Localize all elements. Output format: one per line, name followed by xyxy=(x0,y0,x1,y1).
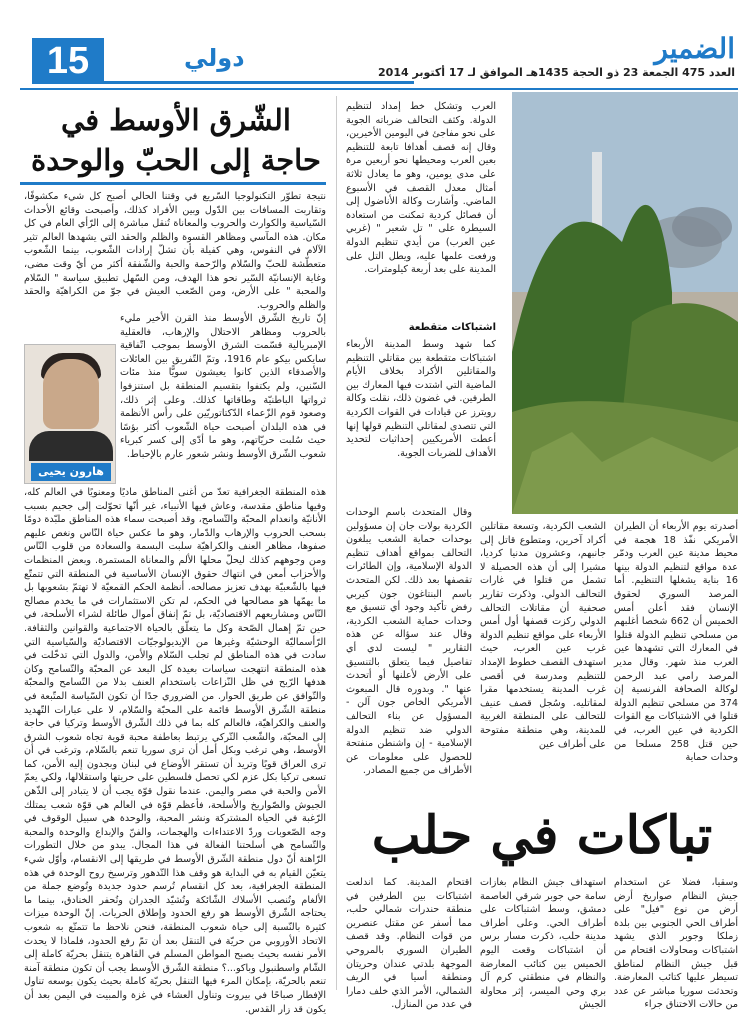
dateline: العدد 475 الجمعة 23 ذو الحجة 1435هـ الموافق لـ 17 أكتوبر 2014 xyxy=(378,66,735,79)
page-number: 15 xyxy=(32,38,104,84)
section-label: دولي xyxy=(184,44,245,72)
author-photo xyxy=(24,344,116,484)
opinion-paragraph-1: نتيجة تطوّر التكنولوجيا السّريع في وقتنا الحالي أصبح كل شيء مكشوفًا، وتقاربت المسافات بين الدّول وبين الأفراد كذلك، وأصبحت وقائع الأحداث السّياسية والكوارث والحروب والمعاناة تُنقل مباشرة إلى الرّأي العام في كل مكان. هذه المآسي ومظاهر القسوة والظلم والحقد التي يشهدها العالم تثير الآلام في النفوس، وهي كفيلة بأن تشلّ إرادات الشّعوب، بينما الشّعوب متعطّشة للحبّ والسّلام والرّحمة والحبة والشّفقة أكثر من أيّ وقت مضى، وغاية الإنسانيّة السّير نحو هذا الهدف، ومن السّهل تطبيق سياسة " السّلام والمحبة " على الأرض، ومن الصّعب العيش في جوّ من الكراهيّة والحقد والظلم والحروب. xyxy=(24,191,326,311)
news-column-c: وقال المتحدث باسم الوحدات الكردية بولات جان إن مسؤولين بوحدات حماية الشعب يبلغون التحالف بمواقع أهداف تنظيم الدولة الإسلامية، وإن الطائرات تقصفها بعد ذلك. لكن المتحدث باسم البنتاغون جون كيربي رفض تأكيد وجود أي تنسيق مع وحدات حماية الشعب الكردية، وقال عند سؤاله عن هذه التقارير " ليست لدي أي تفاصيل فيما يتعلق بالتنسيق على الأرض لأعلنها أو أتحدث عنها ". وبدوره قال المبعوث الأمريكي الخاص جون آلن - المسؤول عن بناء التحالف الدولي ضد تنظيم الدولة الإسلامية - إن واشنطن منفتحة للحصول على معلومات عن الأطراف من جميع المصادر. xyxy=(346,507,472,777)
news-bottom-column-a: وسقيا، فضلا عن استخدام جيش النظام صواريخ أرض أرض من نوع "فيل" على أطراف الحي الجنوبي بين بلدة زملكا وجوبر الذي يشهد اشتباكات ومحاولات اقتحام من قبل جيش النظام لمناطق تسيطر عليها كتائب المعارضة. وتحدثت سوريا مباشر عن عدد من حالات الاختناق جراء xyxy=(614,877,738,1011)
news-photo-kobani-smoke xyxy=(512,92,738,514)
news-column-top: العرب وتشكل خط إمداد لتنظيم الدولة. وكثف التحالف ضرباته الجوية على نحو مفاجئ في اليومين الأخيرين، وقال إنه قصف أهدافا تابعة للتنظيم بعين العرب ومحيطها نحو أربعين مرة على مدى يومين، وهو ما يعادل ثلاثة أمثال معدل القصف في الأسبوع الماضي. وأشارت وكالة الأناضول إلى أن فصائل كردية تمكنت من استعادة السيطرة على " تل شعير " (غربي عين العرب) من أيدي تنظيم الدولة ورفعت علمها عليه، ويطل التل على المدينة على بعد أربعة كيلومترات. xyxy=(346,101,496,276)
news-headline: تباكات في حلب xyxy=(371,805,713,866)
news-bottom-column-b: استهداف جيش النظام بغازات سامة حي جوبر شرقي العاصمة دمشق، وسط اشتباكات على أطراف الحي. وعلى أطراف مدينة حلب، ذكرت مسار برس أن اشتباكات وقعت اليوم الخميس بين كتائب المعارضة والنظام في منطقتي كرم آل بري وحي الميسر، إثر محاولة الجيش xyxy=(480,877,606,1011)
news-subhead: اشتباكات متقطعة xyxy=(408,322,496,333)
news-column-mid: كما شهد وسط المدينة الأربعاء اشتباكات متقطعة بين مقاتلي التنظيم والمقاتلين الأكراد بخلاف الأيام الماضية التي اشتدت فيها المعارك بين الطرفين. في غضون ذلك، نقلت وكالة رويترز عن قيادات في القوات الكردية التي تتصدى لمقاتلي التنظيم قولها إنها أعطت الأمريكيين إحداثيات لتحديد الأهداف للضربات الجوية. xyxy=(346,339,496,459)
news-bottom-column-c: اقتحام المدينة. كما اندلعت اشتباكات بين الطرفين في منطقة حندرات شمالي حلب، مما أسفر عن مقتل عنصرين من قوات النظام. وقد قصف الطيران السوري بالمروحي الموجهة بلدتي عندان وحريتان ومنطقة أسيا في الريف الشمالي، الأمر الذي خلف دمارا في عدد من المنازل. xyxy=(346,877,472,1011)
header-rule xyxy=(20,88,738,90)
news-column-b: الشعب الكردية، وتسعة مقاتلين أكراد آخرين، ومتطوع قاتل إلى جانبهم، وعشرون مدنيا كرديا، مشيرا إلى أن هذه الحصيلة لا تشمل من قتلوا في غارات التحالف الدولي. وذكرت تقارير صحفية أن مقاتلات التحالف الدولي ركزت قصفها أول أمس الأربعاء على مواقع تنظيم الدولة غرب عين العرب، حيث استهدف القصف خطوط الإمداد للتنظيم ومدرسة في أقصى غرب المدينة يستخدمها مقرا لمقاتليه. وسُجل قصف عنيف للتحالف على المنطقة الغربية للمدينة، وهي منطقة مفتوحة على أطراف عين xyxy=(480,521,606,750)
title-rule xyxy=(20,182,326,185)
newspaper-logo: الضمير xyxy=(654,32,735,65)
news-column-a: أصدرته يوم الأربعاء أن الطيران الأمريكي نفّذ 18 هجمة في محيط مدينة عين العرب ودمّر عدة مواقع لتنظيم الدولة بينها 16 بناية يشغلها التنظيم. أما المرصد السوري لحقوق الإنسان فقد أعلن أمس الخميس أن 662 شخصا أغلبهم من مسلحي تنظيم الدولة قتلوا في المعارك التي تشهدها عين العرب منذ شهر. وقال مدير المرصد رامي عبد الرحمن لوكالة الصحافة الفرنسية إن 374 من مسلحي تنظيم الدولة قتلوا في الاشتباكات مع القوات الكردية في عين العرب، في حين قتل 258 مسلحا من وحدات حماية xyxy=(614,521,738,764)
author-name: هارون يحيى xyxy=(31,463,111,481)
opinion-paragraph-2: إنّ تاريخ الشّرق الأوسط منذ القرن الأخير مليء بالحروب ومظاهر الاحتلال والإرهاب، فالعقلية الإمبريالية قسّمت الشرق الأوسط بموجب اتّفاقية سايكس بيكو عام 1916، وتمّ التّفريق بين العائلات والأصدقاء الذين كانوا يعيشون سويًّا منذ مئات السّنين، ولم يكتفوا بتقسيم المنطقة بل استنزفوا ثرواتها الباطنيّة وطاقاتها كذلك. وعلى إثر ذلك، وصعود قوم الزّعماء الدّكتاتوريّين على رأس الأنظمة في هذه البلدان أصبحت حياة الشّعوب أكثر بؤسًا حيث سُلبت حريّاتهم، وهو ما أدّى إلى كسر كبرياء شعوب الشّرق الأوسط ونشر شعور عارم بالإحباط. xyxy=(120,313,327,460)
author-face xyxy=(43,359,99,429)
column-separator xyxy=(336,96,337,990)
opinion-title: الشّرق الأوسط في حاجة إلى الحبّ والوحدة xyxy=(31,103,321,177)
author-suit xyxy=(29,431,113,461)
opinion-paragraph-3: هذه المنطقة الجغرافية تعدّ من أغنى المناطق ماديًا ومعنويًا في العالم كله، وفيها مناطق مقدسة، وعاش فيها الأنبياء، غير أنّها تحوّلت إلى جحيم بسبب الأنانيّة وانعدام المحبّة والتّسامح، وقد أصبحت سماء هذه المناطق ملبّدة دومًا بسحب الحروب والإرهاب والدّمار، وهو ما عكس حياة النّاس ونغص عليهم صفوها، مظاهر العنف والكراهيّة سلبت البسمة والسعادة من قلوب النّاس ومن وجوههم كذلك ليحلّ محلها الألم والمعاناة المستمرة. وبعض المنظمات والأحزاب أمعن في انتهاك حقوق الإنسان الأساسية في المنطقة التي تتمتّع فيها بالشّعبيّة بهدف تعزيز مصالحه. أنظمة الحكم القمعيّة لا تهتمّ بشعوبها بل ما يهمّها هو مصالحها في الحكم، لم تكن الاستثمارات في ما يخدم مصالح النّاس ومشاريعهم الاقتصاديّة، بل تمّ إنفاق أموال طائلة لشراء الأسلحة، في حين تمّ إهمال الصّحة وكل ما يتعلّق بالحياة الاجتماعية والقوانين والثقافة. الرّأسماليّة الوحشيّة وغيرها من الإيديولوجيّات الاقتصاديّة والسّياسية التي سادت في هذه المناطق لم تجلب السّلام والأمن، والدول التي تدخّلت في هذه المنطقة انتهجت سياسات بعيدة كل البعد عن المحبّة والتّسامح وكان هدفها الرّبح في ظل النّزاعات باستخدام العنف بدلا من التّسامح والمحبّة والتّوافق عن طريق الحوار. من الضروري جدًا أن تكون السّياسة المتّبعة في منطقة الشّرق الأوسط قائمة على المحبّة والسّلام، لا على عبارات التّهديد والعنف والكراهيّة، فالعالم كله بما في ذلك الشّرق الأوسط وتركيا في حاجة إلى المحبّة، والشّعب التّركي يرتبط بعاطفة محبة قوية تجاه شعوب الشرق الأوسط، وهي ترغب وبكل أمل أن ترى سوريا تنعم بالسّلام، وترغب في أن ترى العراق قويًا وتريد أن تستقر الأوضاع في لبنان وبجدون إليه الأمن، كما تسعى تركيا بكل عزم لكي تحصل فلسطين على حريتها واستقلالها، ولكي يعمّ الأمن والحبة في مصر واليمن. عندما نقول قوّة يجب أن لا يتبادر إلى الذّهن الجيوش والصّواريخ والأسلحة، فأعظم قوّة في العالم هي قوّة شعب يمتلك الرّغبة في الحياة المشتركة ونشر المحبة، والوحدة هي سبيل الوقوف في وجه الصّعوبات وردّ الاعتداءات والهجمات، والفنّ والإبداع والوحدة والمحبة والتّسامح هي أسلحتنا الفعالة في هذا المجال. يبدو من خلال التطورات الرّاهنة أنّ دول منطقة الشّرق الأوسط في طريقها إلى الانقسام، وأوّل شيء يتعيّن القيام به في البداية هو وقف هذا التّدهور وترسيخ روح الوحدة في هذه المنطقة الجغرافية، بعد كل انقسام تُرسم حدود جديدة وتُوضع جملة من الألغام وتُنصب الأسلاك الشّائكة وتُشيّد الجدران وتُحفر الخنادق، بينما ما يحتاجه الشّرق الأوسط هو رفع الحدود وإطلاق الحريات. إنّ الوحدة ميزات كثيرة بالنّسبة إلى حياة شعوب المنطقة، فنحن نلاحظ ما تتمتّع به شعوب الاتحاد الأوروبي من حريّة في التنقل بعد أن تمّ رفع الحدود، فلماذا لا يحدث الأمر نفسه بحيث يصبح المواطن المسلم في القاهرة يتنقل بحريّة كاملة إلى الشّام واسطنبول وباكو...؟ منطقة الشّرق الأوسط يجب أن تكون منطقة آمنة تنعم بالحريّة، بإمكان المرء فيها التنقل بحريّة كاملة بحيث يكون بوسعه تناول الإفطار صباحًا في بيروت وتناول العشاء في غزة والمبيت في اليمن بعد أن يكون قد زار القدس. xyxy=(24,487,326,1015)
